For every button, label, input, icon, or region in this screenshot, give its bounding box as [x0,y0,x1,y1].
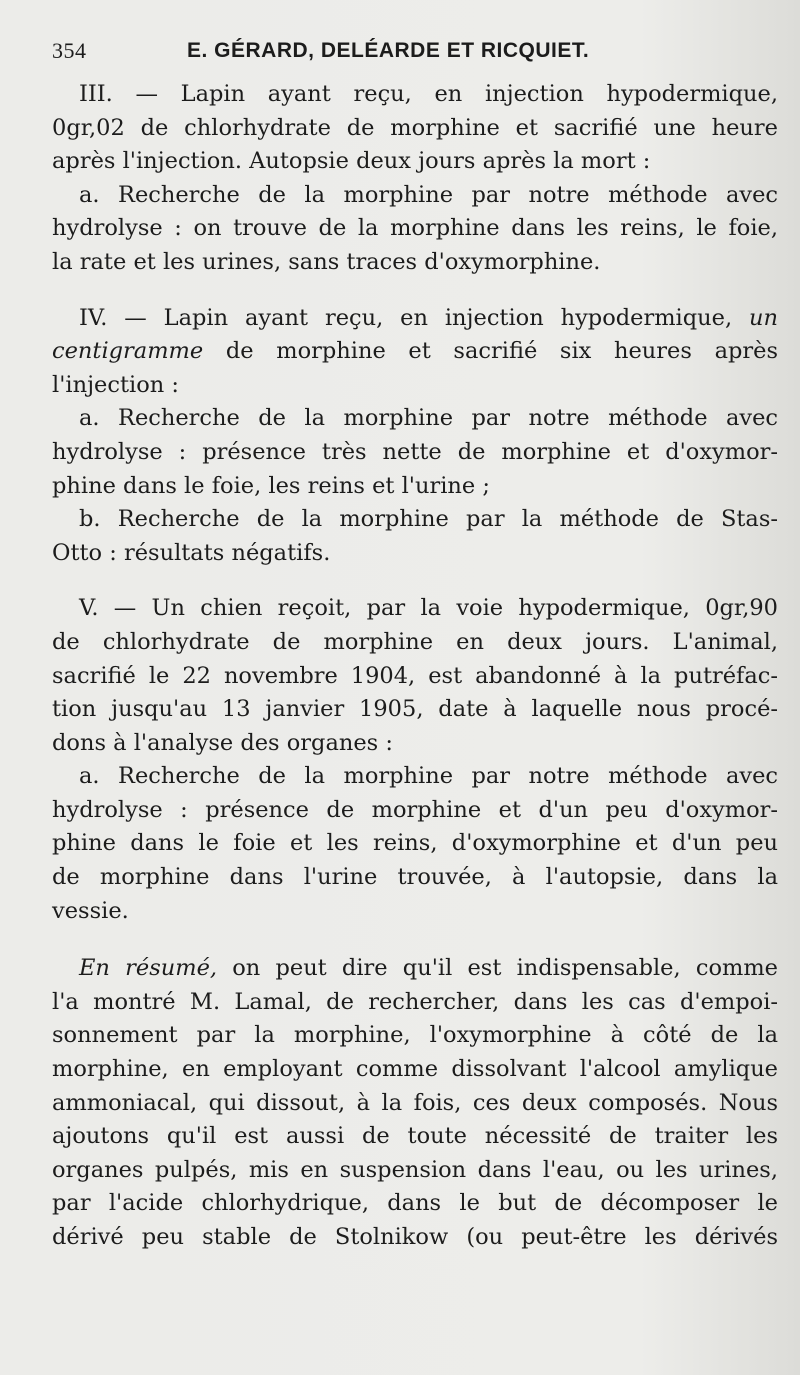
paragraph-summary [52,952,778,1254]
text-run: IV. — Lapin ayant reçu, en injection hypodermique, [79,304,733,331]
text-line: de morphine dans l'urine trouvée, à l'autopsie, dans la [52,864,778,891]
page-number: 354 [52,38,87,63]
text-line: phine dans le foie, les reins et l'urine ; [52,472,490,499]
text-line: sonnement par la morphine, l'oxymorphine à côté de la [52,1022,778,1049]
italic-run: centigramme [52,338,204,365]
paragraph-gap [52,570,778,592]
text-line: l'a montré M. Lamal, de rechercher, dans les cas d'empoi- [52,988,778,1015]
text-line: hydrolyse : présence de morphine et d'un peu d'oxymor- [52,796,778,823]
text-line: III. — Lapin ayant reçu, en injection hypodermique, [79,81,778,107]
text-line: a. Recherche de la morphine par notre méthode avec [79,405,778,432]
text-line: l'injection : [52,371,179,398]
text-line: dérivé peu stable de Stolnikow (ou peut-être les dérivés [52,1224,778,1250]
text-line: ajoutons qu'il est aussi de toute nécessité de traiter les [52,1123,778,1150]
text-line: après l'injection. Autopsie deux jours après la mort : [52,148,651,175]
text-line: phine dans le foie et les reins, d'oxymorphine et d'un peu [52,830,778,857]
text-line: tion jusqu'au 13 janvier 1905, date à laquelle nous procé- [52,696,778,723]
text-line: a. Recherche de la morphine par notre méthode avec [79,181,778,208]
text-line: sacrifié le 22 novembre 1904, est abandonné à la putréfac- [52,662,778,689]
running-header [52,38,772,64]
italic-run: En résumé, [79,955,218,982]
text-line: de chlorhydrate de morphine en deux jours. L'animal, [52,628,778,655]
text-line: morphine, en employant comme dissolvant l'alcool amylique [52,1056,778,1083]
italic-run: un [749,304,779,331]
text-line: organes pulpés, mis en suspension dans l'eau, ou les urines, [52,1156,778,1183]
paragraph-gap [52,928,778,952]
page-body [52,78,778,1255]
paragraph-case-iv [52,302,778,571]
text-line: ammoniacal, qui dissout, à la fois, ces deux composés. Nous [52,1089,778,1116]
text-line: hydrolyse : on trouve de la morphine dans les reins, le foie, [52,215,778,242]
text-line: 0gr,02 de chlorhydrate de morphine et sacrifié une heure [52,114,778,141]
text-line: Otto : résultats négatifs. [52,539,331,566]
text-run: de morphine et sacrifié six heures après [225,338,779,365]
paragraph-case-v [52,592,778,928]
running-title: E. GÉRARD, DELÉARDE ET RICQUIET. [187,39,590,62]
text-line: V. — Un chien reçoit, par la voie hypodermique, 0gr,90 [79,595,778,622]
text-line: par l'acide chlorhydrique, dans le but de décomposer le [52,1190,778,1217]
text-run: on peut dire qu'il est indispensable, comme [232,955,778,982]
text-line [52,302,778,336]
text-line: hydrolyse : présence très nette de morphine et d'oxymor- [52,438,778,465]
text-line: vessie. [52,897,129,924]
text-line: la rate et les urines, sans traces d'oxymorphine. [52,248,601,275]
paragraph-case-iii [52,78,778,280]
text-line: a. Recherche de la morphine par notre méthode avec [79,763,778,790]
text-line [52,335,778,369]
paragraph-gap [52,280,778,302]
text-line [52,952,778,986]
text-line: b. Recherche de la morphine par la méthode de Stas- [79,506,778,533]
text-line: dons à l'analyse des organes : [52,729,393,756]
